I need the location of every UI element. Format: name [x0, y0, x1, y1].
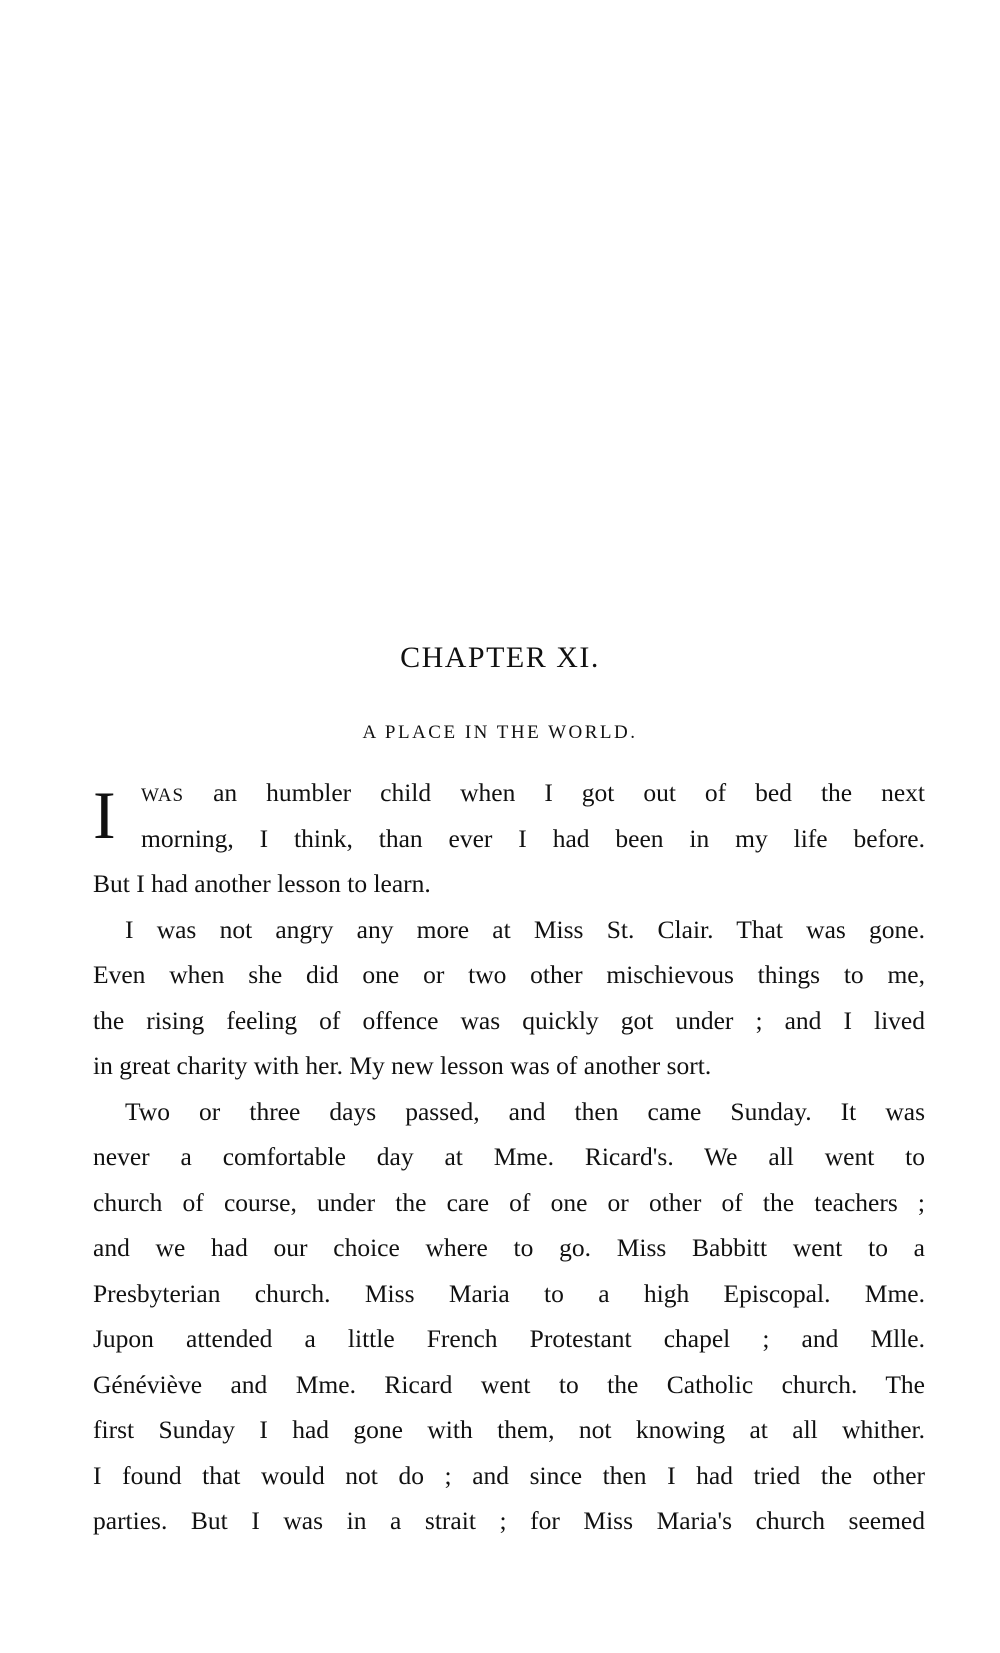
text-line: never a comfortable day at Mme. Ricard's. We all went to	[93, 1142, 925, 1171]
text-line: But I had another lesson to learn.	[93, 869, 431, 898]
body-text	[93, 770, 925, 1544]
text-line: in great charity with her. My new lesson was of another sort.	[93, 1051, 712, 1080]
text-line: the rising feeling of offence was quickly got under ; and I lived	[93, 1005, 925, 1035]
text-line: Two or three days passed, and then came Sunday. It was	[125, 1096, 925, 1126]
text-line: I was not angry any more at Miss St. Clair. That was gone.	[125, 914, 925, 944]
text-line: first Sunday I had gone with them, not knowing at all whither.	[93, 1415, 925, 1444]
text-line	[93, 770, 925, 816]
text-line: I found that would not do ; and since then I had tried the other	[93, 1460, 925, 1490]
text-line: morning, I think, than ever I had been in my life before.	[141, 823, 925, 853]
text-line: Presbyterian church. Miss Maria to a high Episcopal. Mme.	[93, 1278, 925, 1308]
text-line: church of course, under the care of one or other of the teachers ;	[93, 1187, 925, 1217]
text-line: Jupon attended a little French Protestant chapel ; and Mlle.	[93, 1324, 925, 1353]
small-caps-word: WAS	[141, 785, 185, 806]
text-line: and we had our choice where to go. Miss Babbitt went to a	[93, 1233, 925, 1262]
text-line-content: an humbler child when I got out of bed the next	[184, 778, 925, 807]
drop-cap: I	[93, 777, 116, 853]
text-line: Even when she did one or two other mischievous things to me,	[93, 960, 925, 989]
text-line: Généviève and Mme. Ricard went to the Catholic church. The	[93, 1369, 925, 1399]
chapter-title: CHAPTER XI.	[400, 641, 600, 674]
text-line: parties. But I was in a strait ; for Miss Maria's church seemed	[93, 1506, 925, 1535]
chapter-subtitle: A PLACE IN THE WORLD.	[362, 722, 638, 743]
